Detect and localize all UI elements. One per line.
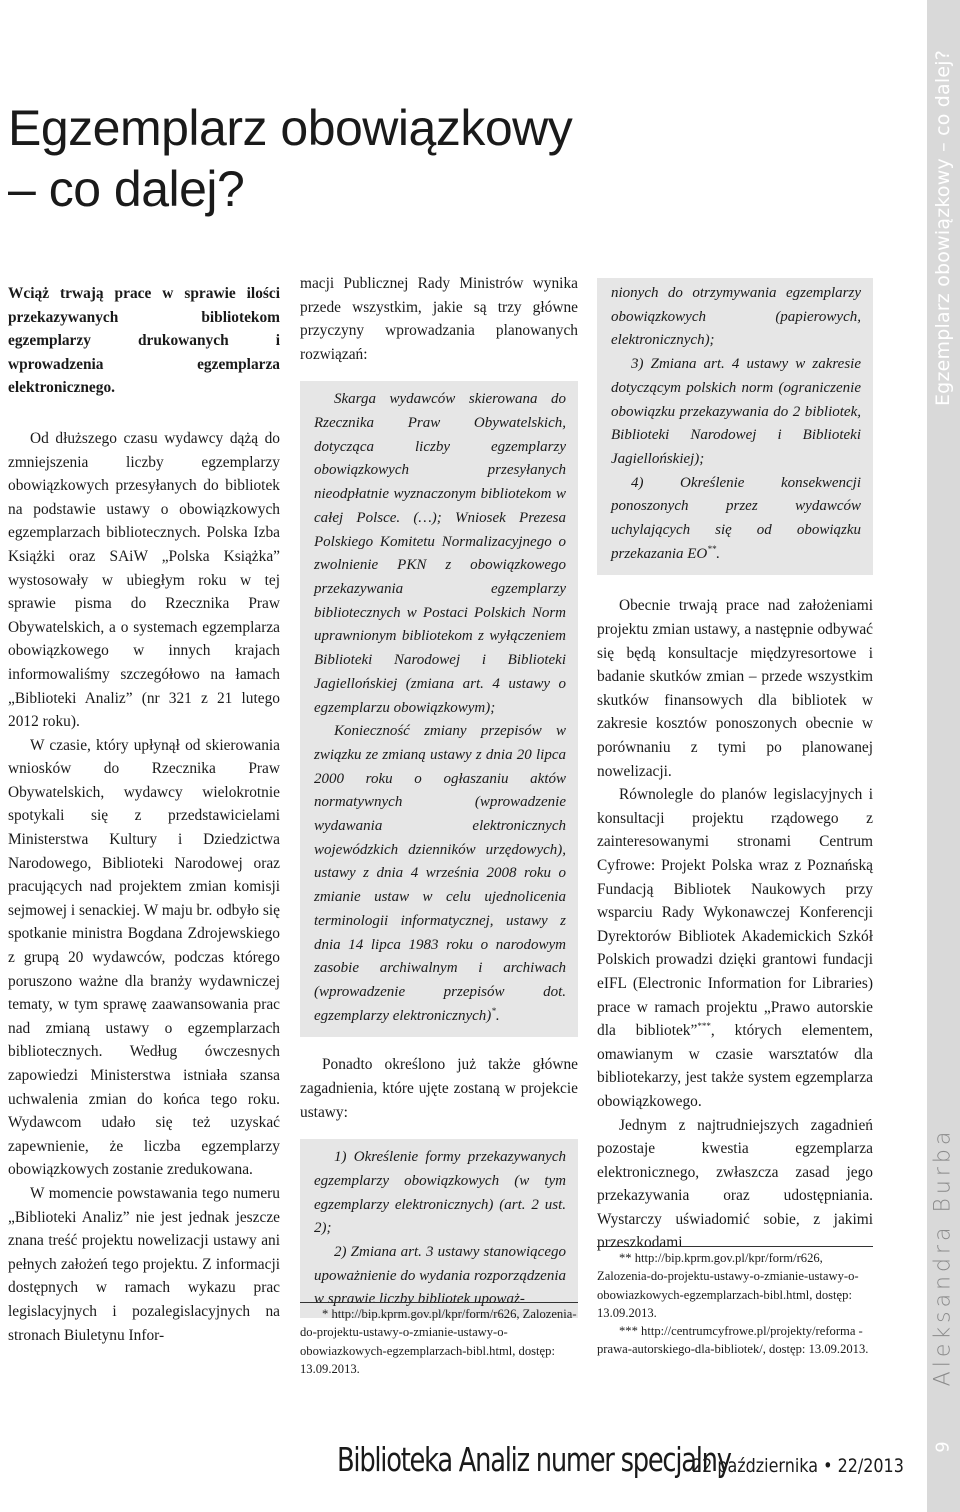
column-2 <box>300 272 578 1318</box>
footnote-marker: *** <box>697 1021 711 1031</box>
footnote-text: ** http://bip.kprm.gov.pl/kpr/form/r626, Zalozenia-do-projektu-ustawy-o-zmianie-ustawy-o-obowiazkowych-egzemplarzach-bibl.html, dostęp: 13.09.2013. <box>597 1251 859 1320</box>
column-1 <box>8 282 280 1347</box>
quote-paragraph: Skarga wydawców skierowana do Rzecznika Praw Obywatelskich, dotycząca liczby egzemplarzy obowiązkowych przesyłanych nieodpłatnie wyznaczonym bibliotekom w całej Polsce. (…); Wniosek Prezesa Polskiego Komitetu Normalizacyjnego o zwolnienie PKN z obowiązkowego przekazywania egzemplarzy bibliotecznych w Postaci Polskich Norm uprawnionym bibliotekom z wyłączeniem Biblioteki Narodowej i Biblioteki Jagiellońskiej (zmiana art. 4 ustawy o egzemplarzu obowiązkowym); <box>314 391 566 716</box>
title-line-1: Egzemplarz obowiązkowy <box>8 100 573 156</box>
quote-paragraph: 4) Określenie konsekwencji ponoszonych przez wydawców uchylających się od obowiązku przekazania EO**. <box>611 474 861 562</box>
footnote-text: *** http://centrumcyfrowe.pl/projekty/reforma -prawa-autorskiego-dla-bibliotek/, dostęp: 13.09.2013. <box>597 1324 869 1357</box>
paragraph: W czasie, który upłynął od skierowania wniosków do Rzecznika Praw Obywatelskich, wydawcy wielokrotnie spotykali się z przedstawicielami Ministerstwa Kultury i Dziedzictwa Narodowego, Biblioteki Narodowej oraz pracujących nad projektem zmian komisji sejmowej i senackiej. W maju br. odbyło się spotkanie ministra Bogdana Zdrojewskiego z grupą 20 wydawców, podczas którego poruszono ważne dla branży wydawniczej tematy, w tym sprawę zaawansowania prac nad zmianą ustawy o egzemplarzach bibliotecznych. Według ówczesnych zapowiedzi Ministerstwa istniała szansa uchwalenia zmian do końca tego roku. Wydawcom udało się też uzyskać zapewnienie, że liczba egzemplarzy obowiązkowych zostanie zredukowana. <box>8 736 280 1179</box>
quote-box-reasons <box>300 381 578 1037</box>
quote-paragraph: 3) Zmiana art. 4 ustawy w zakresie dotyczącym polskich norm (ograniczenie obowiązku przekazywania do 2 bibliotek, Biblioteki Narodowej i Biblioteki Jagiellońskiej); <box>611 356 861 467</box>
page-number: 9 <box>932 1441 954 1453</box>
paragraph <box>597 783 873 1113</box>
quote-box-issues <box>300 1139 578 1318</box>
column-3 <box>597 278 873 1255</box>
paragraph: Obecnie trwają prace nad założeniami projektu zmian ustawy, a następnie odbywać się będą konsultacje międzyresortowe i badanie skutków zmian – przede wszystkim skutków finansowych dla bibliotek w zakresie kosztów ponoszonych obecnie w porównaniu z tymi po planowanej nowelizacji. <box>597 597 873 780</box>
quote-paragraph: Konieczność zmiany przepisów w związku ze zmianą ustawy z dnia 20 lipca 2000 roku o ogłaszaniu aktów normatywnych (wprowadzenie wydawania elektronicznych wojewódzkich dzienników urzędowych), ustawy z dnia 4 września 2008 roku o zmianie ustaw w celu ujednolicenia terminologii informatycznej, ustawy z dnia 14 lipca 1983 roku o narodowym zasobie archiwalnym i archiwach (wprowadzenie przepisów dot. egzemplarzy elektronicznych)*. <box>314 723 566 1024</box>
author-name: Aleksandra Burba <box>930 1127 956 1387</box>
paragraph-text: Równolegle do planów legislacyjnych i konsultacji projektu rządowego z zainteresowanymi stronami Centrum Cyfrowe: Projekt Polska wraz z Poznańską Fundacją Bibliotek Naukowych przy wsparciu Rady Wykonawczej Konferencji Dyrektorów Bibliotek Akademickich Szkół Polskich prowadzi dzięki grantowi fundacji eIFL (Electronic Information for Libraries) prace w ramach projektu „Prawo autorskie dla bibliotek” <box>597 786 873 1040</box>
paragraph: Ponadto określono już także główne zagadnienia, które ujęte zostaną w projekcie ustawy: <box>300 1056 578 1121</box>
paragraph: macji Publicznej Rady Ministrów wynika przede wszystkim, jakie są trzy główne przyczyny wprowadzania planowanych rozwiązań: <box>300 275 578 363</box>
lead-paragraph: Wciąż trwają prace w sprawie ilości przekazywanych bibliotekom egzemplarzy drukowanych i wprowadzenia egzemplarza elektronicznego. <box>8 285 280 397</box>
quote-paragraph: nionych do otrzymywania egzemplarzy obowiązkowych (papierowych, elektronicznych); <box>611 285 861 349</box>
footnote-text: * http://bip.kprm.gov.pl/kpr/form/r626, Zalozenia-do-projektu-ustawy-o-zmianie-ustawy-o-obowiazkowych-egzemplarzach-bibl.html, dostęp: 13.09.2013. <box>300 1307 577 1376</box>
quote-paragraph: 2) Zmiana art. 3 ustawy stanowiącego upoważnienie do wydania rozporządzenia w sprawie liczby bibliotek upoważ- <box>314 1243 566 1308</box>
footnote-1 <box>300 1302 578 1378</box>
footnote-marker: * <box>491 1005 496 1016</box>
magazine-name: Biblioteka Analiz numer specjalny <box>337 1440 731 1479</box>
running-title: Egzemplarz obowiązkowy – co dalej? <box>932 49 954 407</box>
quote-paragraph: 1) Określenie formy przekazywanych egzemplarzy obowiązkowych (w tym egzemplarzy elektronicznych) (art. 2 ust. 2); <box>314 1149 566 1237</box>
paragraph-text: , których elementem, omawianym w czasie warsztatów dla bibliotekarzy, jest także system egzemplarza obowiązkowego. <box>597 1022 873 1110</box>
page-footer <box>337 1440 904 1479</box>
quote-text: 4) Określenie konsekwencji ponoszonych przez wydawców uchylających się od obowiązku przekazania EO <box>611 474 861 562</box>
footnote-marker: ** <box>707 543 717 554</box>
quote-text: Konieczność zmiany przepisów w związku ze zmianą ustawy z dnia 20 lipca 2000 roku o ogłaszaniu aktów normatywnych (wprowadzenie wydawania elektronicznych wojewódzkich dzienników urzędowych), ustawy z dnia 4 września 2008 roku o zmianie ustaw w celu ujednolicenia terminologii informatycznej, ustawy z dnia 14 lipca 1983 roku o narodowym zasobie archiwalnym i archiwach (wprowadzenie przepisów dot. egzemplarzy elektronicznych) <box>314 723 566 1024</box>
paragraph: W momencie powstawania tego numeru „Biblioteki Analiz” nie jest jednak jeszcze znana treść projektu nowelizacji ustawy ani pełnych założeń tego projektu. Z informacji dostępnych w ramach wykazu prac legislacyjnych i pozalegislacyjnych na stronach Biuletynu Infor- <box>8 1184 280 1344</box>
issue-date: 22 października • 22/2013 <box>692 1455 904 1477</box>
article-title <box>8 98 572 220</box>
paragraph: Od dłuższego czasu wydawcy dążą do zmniejszenia liczby egzemplarzy obowiązkowych przesyłanych do bibliotek na podstawie ustawy o obowiązkowych egzemplarzach bibliotecznych. Polska Izba Książki oraz SAiW „Polska Książka” wystosowały w ubiegłym roku w tej sprawie pisma do Rzecznika Praw Obywatelskich, a o systemach egzemplarza obowiązkowego w innych krajach informowaliśmy szczegółowo na łamach „Biblioteki Analiz” (nr 321 z 21 lutego 2012 roku). <box>8 429 280 731</box>
title-line-2: – co dalej? <box>8 161 245 217</box>
paragraph: Jednym z najtrudniejszych zagadnień pozostaje kwestia egzemplarza elektronicznego, zwłaszcza zasad jego przekazywania oraz udostępniania. Wystarczy uświadomić sobie, z jakimi przeszkodami <box>597 1116 873 1252</box>
quote-box-issues-continued <box>597 278 873 575</box>
footnotes-2-3 <box>597 1246 873 1359</box>
